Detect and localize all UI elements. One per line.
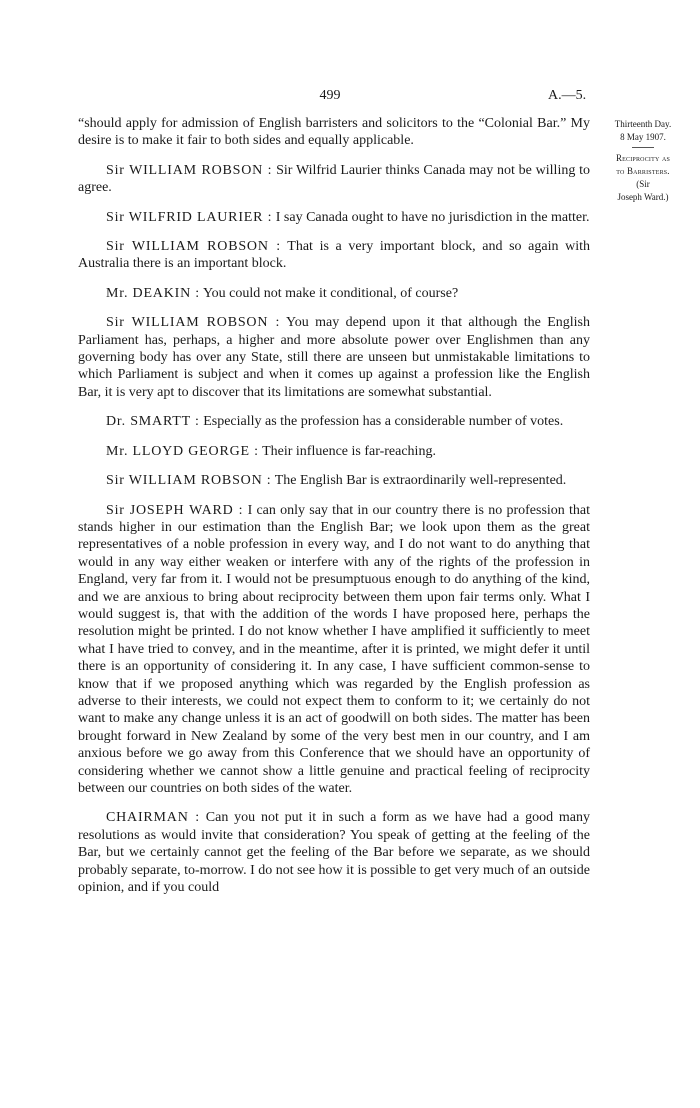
paragraph: [78, 502, 590, 798]
speaker-name: Dr. SMARTT :: [106, 414, 200, 430]
paragraph: [78, 162, 590, 197]
paragraph: [78, 443, 590, 460]
page-number: 499: [319, 88, 341, 103]
speaker-name: Sir WILFRID LAURIER :: [106, 209, 273, 225]
paragraph: [78, 285, 590, 302]
paragraph-text: Especially as the profession has a considerable number of votes.: [203, 414, 564, 430]
speaker-name: Sir WILLIAM ROBSON :: [106, 473, 272, 489]
speaker-name: Sir WILLIAM ROBSON :: [106, 162, 273, 178]
paragraph-text: “should apply for admission of English barristers and solicitors to the “Colonial Bar.” My desire is to make it fair to both sides and equally applicable.: [78, 116, 590, 149]
margin-date: 8 May 1907.: [620, 132, 666, 142]
paragraph: [78, 238, 590, 273]
paragraph-text: I say Canada ought to have no jurisdiction in the matter.: [275, 209, 590, 225]
paragraph-text: The English Bar is extraordinarily well-represented.: [274, 473, 567, 489]
speaker-name: Sir JOSEPH WARD :: [106, 502, 244, 518]
paragraph: [78, 472, 590, 489]
paragraph: [78, 115, 590, 150]
margin-speaker-line1: (Sir: [636, 179, 650, 189]
paragraph: [78, 209, 590, 226]
paragraph-text: That is a very important block, and so again with Australia there is an important block.: [78, 239, 591, 272]
margin-speaker-line2: Joseph Ward.): [617, 192, 669, 202]
paragraph-text: I can only say that in our country there is no profession that stands higher in our estimation than the English Bar; we look upon them as the great representatives of a noble profession in every way, and I do not want to do anything that would in any way either weaken or interfere with any of the rights of the profession in England, very far from it. I would not be presumptuous enough to do anything of the kind, and we are anxious to bring about reciprocity between them upon fair terms only. What I would suggest is, that with the addition of the words I have proposed here, perhaps the resolution might be printed. I do not know whether I have amplified it sufficiently to meet what I have tried to convey, and in the meantime, after it is printed, we might defer it until there is an opportunity of considering it. In any case, I have sufficient common-sense to know that if we proposed anything which was regarded by the English profession as adverse to their interests, we could not expect them to conform to it; we certainly do not want to make any change unless it is an act of goodwill on both sides. The matter has been brought forward in New Zealand by some of the very best men in our country, and I am anxious before we go away from this Conference that we should have an opportunity of considering whether we cannot show a little genuine and practical feeling of reciprocity between our countries on both sides of the water.: [78, 502, 591, 796]
margin-note: [598, 118, 688, 204]
speaker-name: Sir WILLIAM ROBSON :: [106, 315, 281, 331]
paragraph-text: Their influence is far-reaching.: [262, 443, 436, 459]
margin-divider: [632, 147, 654, 148]
speaker-name: Mr. DEAKIN :: [106, 285, 200, 301]
paragraph: [78, 413, 590, 430]
margin-topic-line1: Reciprocity as: [615, 153, 671, 163]
document-reference: A.—5.: [548, 88, 587, 103]
paragraph-text: You could not make it conditional, of course?: [202, 285, 459, 301]
speaker-name: Sir WILLIAM ROBSON :: [106, 239, 281, 255]
paragraph-text: Can you not put it in such a form as we have had a good many resolutions as would invite that consideration? You speak of getting at the feeling of the Bar, but we certainly cannot get the feeling of the Bar before we separate, as we should probably separate, to-morrow. I do not see how it is possible to get very much of an outside opinion, and if you could: [78, 810, 591, 896]
transcript-body: [78, 115, 590, 908]
paragraph-text: You may depend upon it that although the English Parliament has, perhaps, a higher and more absolute power over Englishmen than any governing body has over any State, still there are unseen but unmistakable limitations to which Parliament is subject and when it comes up against a profession like the English Bar, it is very apt to discover that its limitations are somewhat substantial.: [78, 315, 591, 400]
margin-day: Thirteenth Day.: [614, 119, 672, 129]
paragraph: [78, 314, 590, 401]
margin-topic-line2: to Barristers.: [616, 166, 670, 176]
speaker-name: CHAIRMAN :: [106, 810, 200, 826]
paragraph-text: Sir Wilfrid Laurier thinks Canada may not be willing to agree.: [78, 162, 591, 196]
paragraph: [78, 809, 590, 896]
speaker-name: Mr. LLOYD GEORGE :: [106, 443, 259, 459]
